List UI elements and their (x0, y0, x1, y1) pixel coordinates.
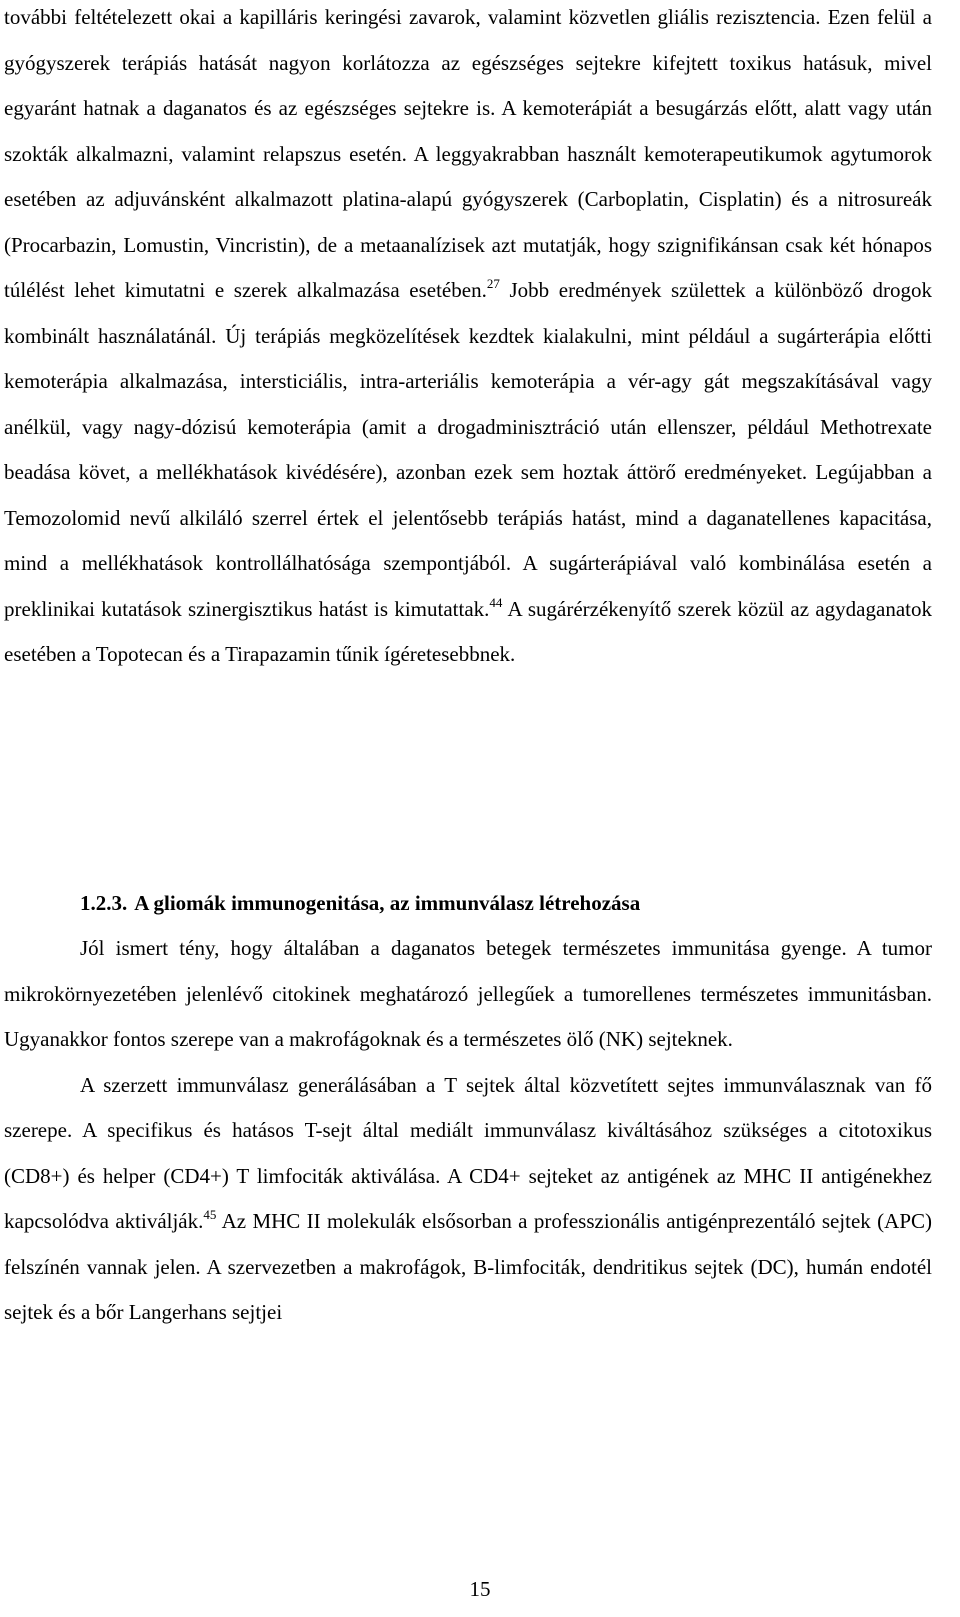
section-title: A gliomák immunogenitása, az immunválasz létrehozása (134, 891, 641, 915)
section-heading (80, 881, 640, 927)
body-text-top (4, 0, 932, 678)
reference-superscript: 44 (489, 594, 503, 610)
paragraph-acquired-immunity (4, 1063, 932, 1336)
paragraph-text: Az MHC II molekulák elsősorban a professzionális antigénprezentáló sejtek (APC) felszínén vannak jelen. A szervezetben a makrofágok, B-limfociták, dendritikus sejtek (DC), humán endotél sejtek és a bőr Langerhans sejtjei (4, 1209, 932, 1324)
paragraph-natural-immunity: Jól ismert tény, hogy általában a daganatos betegek természetes immunitása gyenge. A tumor mikrokörnyezetében jelenlévő citokinek meghatározó jellegűek a tumorellenes természetes immunitásban. Ugyanakkor fontos szerepe van a makrofágoknak és a természetes ölő (NK) sejteknek. (4, 936, 932, 1051)
paragraph-text: A szerzett immunválasz generálásában a T sejtek által közvetített sejtes immunválasznak van fő szerepe. A specifikus és hatásos T-sejt által mediált immunválasz kiváltásához szükséges a citotoxikus (CD8+) és helper (CD4+) T limfociták aktiválása. A CD4+ sejteket az antigének az MHC II antigénekhez kapcsolódva aktiválják. (4, 1072, 932, 1233)
paragraph-text: további feltételezett okai a kapilláris keringési zavarok, valamint közvetlen gliális rezisztencia. Ezen felül a gyógyszerek terápiás hatását nagyon korlátozza az egészséges sejtekre kifejtett toxikus hatásuk, mivel egyaránt hatnak a daganatos és az egészséges sejtekre is. A kemoterápiát a besugárzás előtt, alatt vagy után szokták alkalmazni, valamint relapszus esetén. A leggyakrabban használt kemoterapeutikumok agytumorok esetében az adjuvánsként alkalmazott platina-alapú gyógyszerek (Carboplatin, Cisplatin) és a nitrosureák (Procarbazin, Lomustin, Vincristin), de a metaanalízisek azt mutatják, hogy szignifikánsan csak két hónapos túlélést lehet kimutatni e szerek alkalmazása esetében. (4, 5, 932, 302)
paragraph-text: Jobb eredmények születtek a különböző drogok kombinált használatánál. Új terápiás megközelítések kezdtek kialakulni, mint például a sugárterápia előtti kemoterápia alkalmazása, intersticiális, intra-arteriális kemoterápia a vér-agy gát megszakításával vagy anélkül, vagy nagy-dózisú kemoterápia (amit a drogadminisztráció után ellenszer, például Methotrexate beadása követ, a mellékhatások kivédésére), azonban ezek sem hoztak áttörő eredményeket. Legújabban a Temozolomid nevű alkiláló szerrel értek el jelentősebb terápiás hatást, mind a daganatellenes kapacitása, mind a mellékhatások kontrollálhatósága szempontjából. A sugárterápiával való kombinálása esetén a preklinikai kutatások szinergisztikus hatást is kimutattak. (4, 278, 933, 621)
reference-superscript: 45 (203, 1207, 217, 1222)
paragraph-text: A sugárérzékenyítő szerek közül az agydaganatok esetében a Topotecan és a Tirapazamin tűnik ígéretesebbnek. (4, 596, 932, 666)
paragraph-chemotherapy (4, 0, 932, 678)
reference-superscript: 27 (486, 276, 500, 291)
body-text-bottom (4, 926, 932, 1336)
section-number: 1.2.3. (80, 891, 128, 915)
page-number: 15 (469, 1577, 491, 1601)
